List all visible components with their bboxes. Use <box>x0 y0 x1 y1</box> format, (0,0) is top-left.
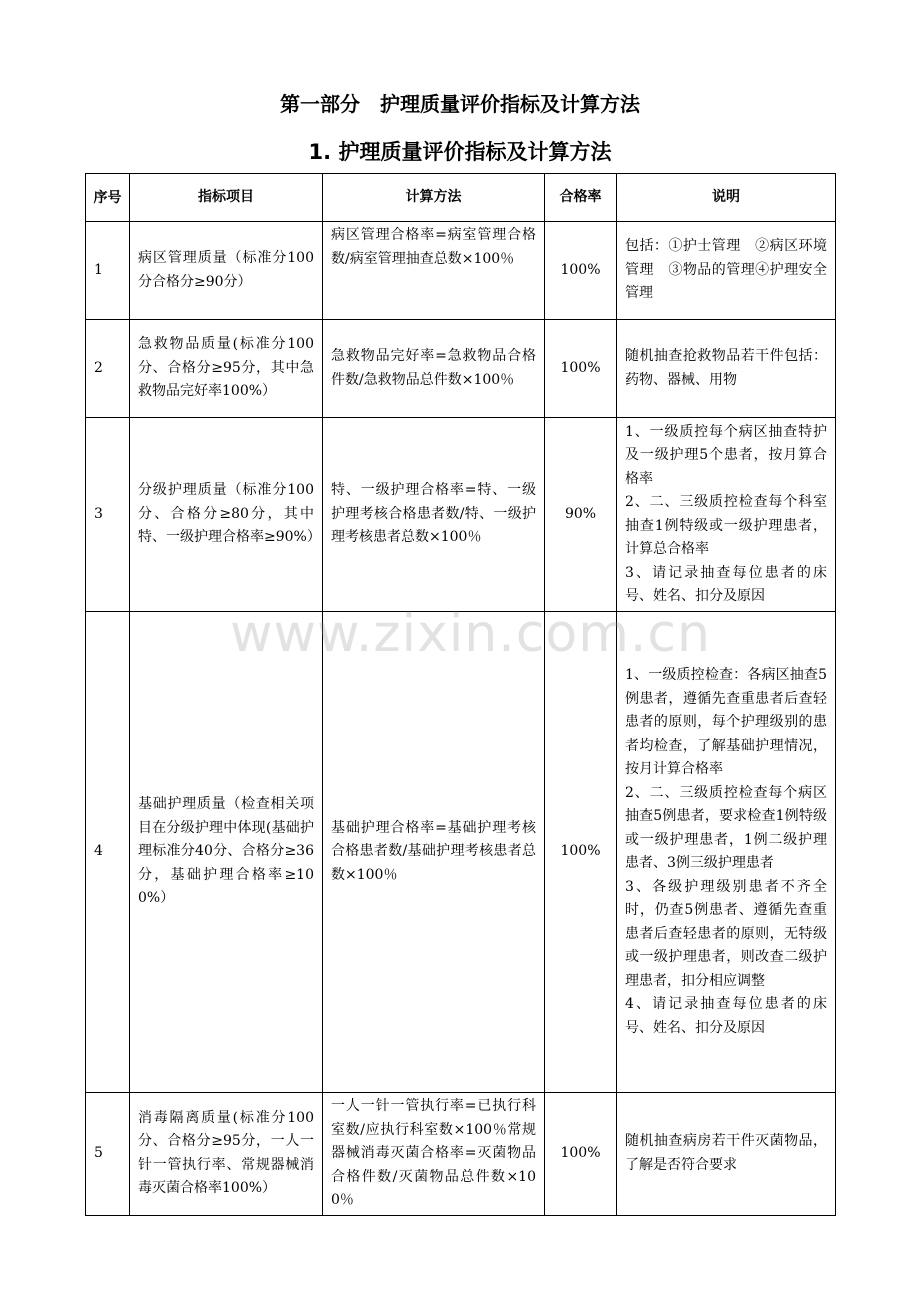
row-rate: 100% <box>545 222 617 320</box>
header-note: 说明 <box>617 174 836 222</box>
table-row <box>86 1093 836 1216</box>
row-method: 特、一级护理合格率=特、一级护理考核合格患者数/特、一级护理考核患者总数×100％ <box>323 418 545 612</box>
header-rate: 合格率 <box>545 174 617 222</box>
header-method: 计算方法 <box>323 174 545 222</box>
row-seq: 2 <box>86 320 130 418</box>
quality-indicator-table <box>85 173 836 1216</box>
row-item: 病区管理质量（标准分100分合格分≥90分） <box>130 222 323 320</box>
row-item: 急救物品质量(标准分100分、合格分≥95分，其中急救物品完好率100%） <box>130 320 323 418</box>
row-note <box>617 418 836 612</box>
table-row <box>86 320 836 418</box>
table-row <box>86 418 836 612</box>
row-note <box>617 612 836 1093</box>
row-method: 一人一针一管执行率=已执行科室数/应执行科室数×100％常规器械消毒灭菌合格率=灭菌物品合格件数/灭菌物品总件数×100％ <box>323 1093 545 1216</box>
row-note <box>617 222 836 320</box>
note-line: 1、一级质控检查：各病区抽查5例患者，遵循先查重患者后查轻患者的原则，每个护理级别的患者均检查，了解基础护理情况，按月计算合格率 <box>625 667 827 777</box>
header-seq: 序号 <box>86 174 130 222</box>
row-item: 消毒隔离质量(标准分100分、合格分≥95分，一人一针一管执行率、常规器械消毒灭菌合格率100%） <box>130 1093 323 1216</box>
row-rate: 90% <box>545 418 617 612</box>
row-seq: 3 <box>86 418 130 612</box>
header-item: 指标项目 <box>130 174 323 222</box>
row-item: 基础护理质量（检查相关项目在分级护理中体现(基础护理标准分40分、合格分≥36分，基础护理合格率≥100%） <box>130 612 323 1093</box>
note-line: 3、请记录抽查每位患者的床号、姓名、扣分及原因 <box>625 564 827 604</box>
row-item: 分级护理质量（标准分100分、合格分≥80分，其中特、一级护理合格率≥90%） <box>130 418 323 612</box>
note-line: 随机抽查抢救物品若干件包括：药物、器械、用物 <box>625 348 827 388</box>
watermark: www.zixin.com.cn <box>230 604 711 664</box>
note-line: 2、二、三级质控检查每个科室抽查1例特级或一级护理患者，计算总合格率 <box>625 494 827 557</box>
row-rate: 100% <box>545 1093 617 1216</box>
row-method: 病区管理合格率=病室管理合格数/病室管理抽查总数×100％ <box>323 222 545 320</box>
row-note <box>617 1093 836 1216</box>
table-header-row <box>86 174 836 222</box>
row-seq: 4 <box>86 612 130 1093</box>
row-method: 急救物品完好率=急救物品合格件数/急救物品总件数×100％ <box>323 320 545 418</box>
row-seq: 5 <box>86 1093 130 1216</box>
note-line: 3、各级护理级别患者不齐全时，仍查5例患者、遵循先查重患者后查轻患者的原则，无特级或一级护理患者，则改查二级护理患者，扣分相应调整 <box>625 878 827 989</box>
part-title: 第一部分 护理质量评价指标及计算方法 <box>280 92 640 116</box>
note-line: 包括：①护士管理 ②病区环境管理 ③物品的管理④护理安全管理 <box>625 238 827 302</box>
note-line: 2、二、三级质控检查每个病区抽查5例患者，要求检查1例特级或一级护理患者，1例二级护理患者、3例三级护理患者 <box>625 784 827 871</box>
row-rate: 100% <box>545 320 617 418</box>
table-row <box>86 222 836 320</box>
note-line: 1、一级质控每个病区抽查特护及一级护理5个患者，按月算合格率 <box>625 423 827 487</box>
table-row <box>86 612 836 1093</box>
row-note <box>617 320 836 418</box>
note-line: 4、请记录抽查每位患者的床号、姓名、扣分及原因 <box>625 996 827 1036</box>
note-line: 随机抽查病房若干件灭菌物品，了解是否符合要求 <box>625 1133 827 1173</box>
row-rate: 100% <box>545 612 617 1093</box>
row-seq: 1 <box>86 222 130 320</box>
row-method: 基础护理合格率=基础护理考核合格患者数/基础护理考核患者总数×100％ <box>323 612 545 1093</box>
section-title: 1. 护理质量评价指标及计算方法 <box>308 140 612 164</box>
